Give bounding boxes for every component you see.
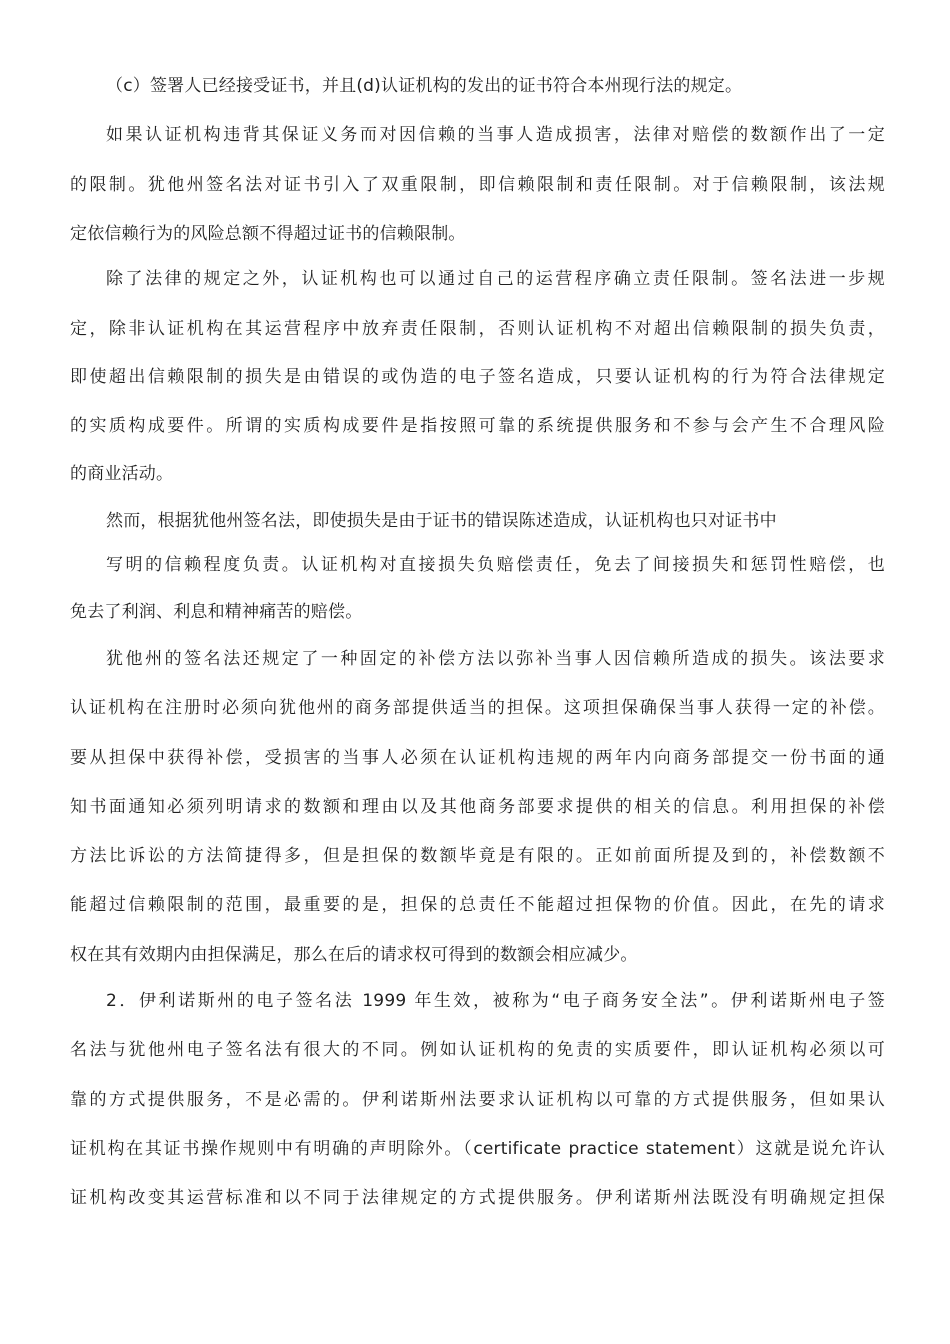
text-line: 的限制。犹他州签名法对证书引入了双重限制，即信赖限制和责任限制。对于信赖限制，该法规 [70,175,885,195]
text-line: 要从担保中获得补偿，受损害的当事人必须在认证机构违规的两年内向商务部提交一份书面的通 [70,748,885,768]
text-line: 然而，根据犹他州签名法，即使损失是由于证书的错误陈述造成，认证机构也只对证书中 [106,511,777,531]
text-line: 证机构在其证书操作规则中有明确的声明除外。（certificate practice statement）这就是说允许认 [70,1139,885,1159]
text-line: 能超过信赖限制的范围，最重要的是，担保的总责任不能超过担保物的价值。因此，在先的请求 [70,895,885,915]
text-line: 的实质构成要件。所谓的实质构成要件是指按照可靠的系统提供服务和不参与会产生不合理风险 [70,416,885,436]
text-line: 除了法律的规定之外，认证机构也可以通过自己的运营程序确立责任限制。签名法进一步规 [106,269,885,289]
text-line: 犹他州的签名法还规定了一种固定的补偿方法以弥补当事人因信赖所造成的损失。该法要求 [106,649,885,669]
text-line: 名法与犹他州电子签名法有很大的不同。例如认证机构的免责的实质要件，即认证机构必须以可 [70,1040,885,1060]
text-line: 定依信赖行为的风险总额不得超过证书的信赖限制。 [70,224,466,244]
text-line: 认证机构在注册时必须向犹他州的商务部提供适当的担保。这项担保确保当事人获得一定的补偿。 [70,698,885,718]
text-line: 2．伊利诺斯州的电子签名法 1999 年生效，被称为“电子商务安全法”。伊利诺斯州电子签 [106,991,885,1011]
text-line: （c）签署人已经接受证书，并且(d)认证机构的发出的证书符合本州现行法的规定。 [106,76,743,96]
text-line: 即使超出信赖限制的损失是由错误的或伪造的电子签名造成，只要认证机构的行为符合法律规定 [70,367,885,387]
text-line: 的商业活动。 [70,464,174,484]
text-line: 知书面通知必须列明请求的数额和理由以及其他商务部要求提供的相关的信息。利用担保的补偿 [70,797,885,817]
text-line: 证机构改变其运营标准和以不同于法律规定的方式提供服务。伊利诺斯州法既没有明确规定担保 [70,1188,885,1208]
text-line: 定，除非认证机构在其运营程序中放弃责任限制，否则认证机构不对超出信赖限制的损失负责， [70,319,885,339]
text-line: 写明的信赖程度负责。认证机构对直接损失负赔偿责任，免去了间接损失和惩罚性赔偿，也 [106,555,885,575]
text-line: 方法比诉讼的方法简捷得多，但是担保的数额毕竟是有限的。正如前面所提及到的，补偿数额不 [70,846,885,866]
text-line: 如果认证机构违背其保证义务而对因信赖的当事人造成损害，法律对赔偿的数额作出了一定 [106,125,885,145]
text-line: 权在其有效期内由担保满足，那么在后的请求权可得到的数额会相应减少。 [70,945,638,965]
text-line: 免去了利润、利息和精神痛苦的赔偿。 [70,602,363,622]
text-line: 靠的方式提供服务，不是必需的。伊利诺斯州法要求认证机构以可靠的方式提供服务，但如果认 [70,1090,885,1110]
